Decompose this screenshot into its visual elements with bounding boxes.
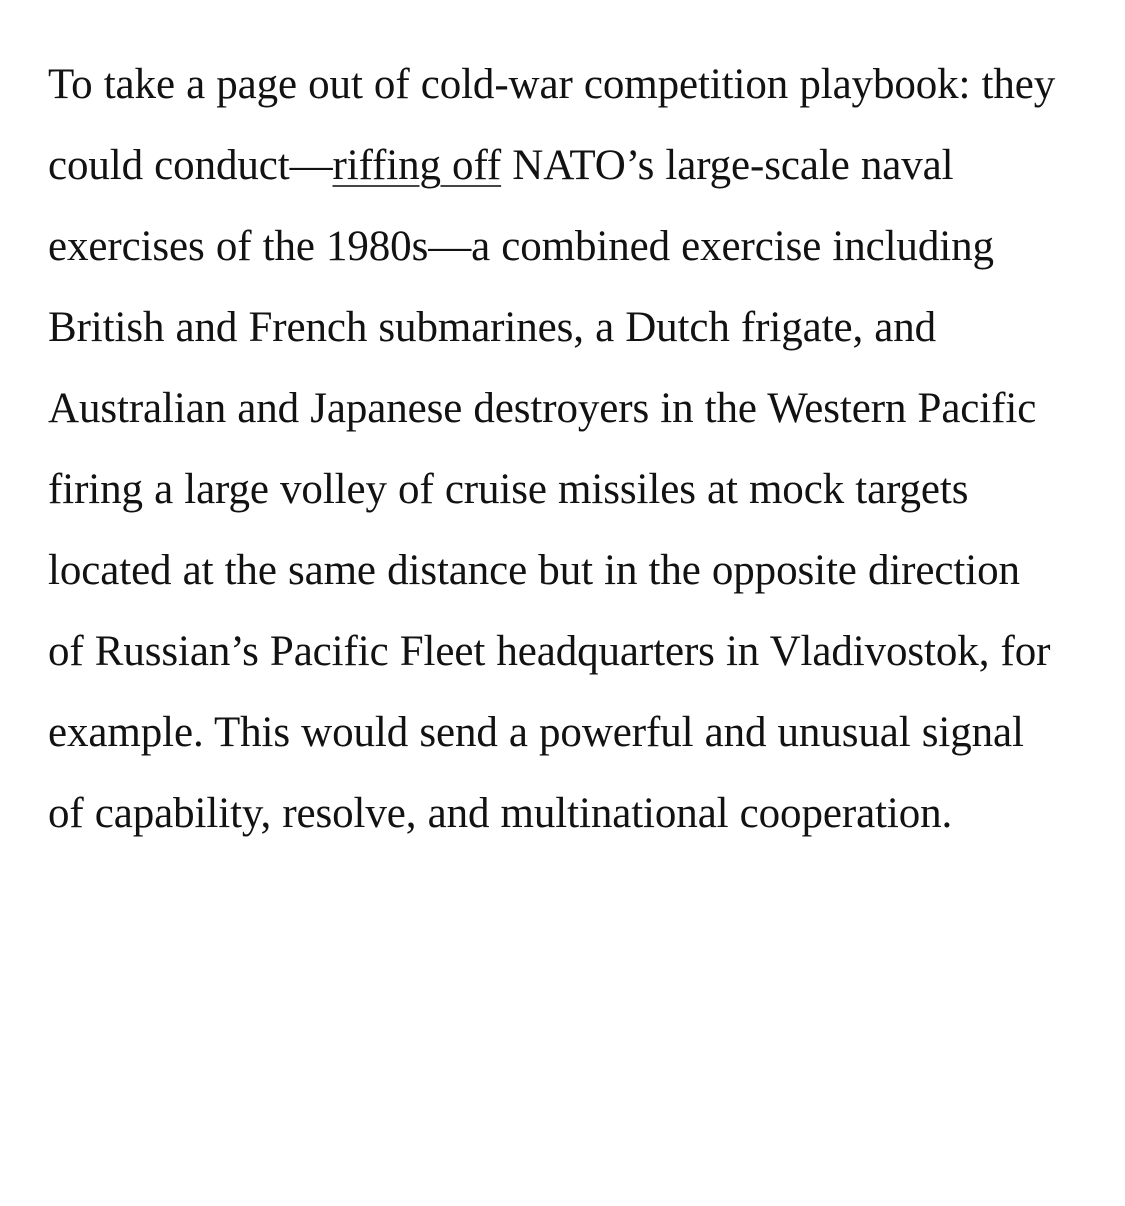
article-paragraph: [48, 44, 1065, 854]
riffing-off-link[interactable]: riffing off: [332, 142, 502, 189]
paragraph-text-after-link: NATO’s large-scale naval exercises of the 1980s—a combined exercise including British and French submarines, a Dutch frigate, and Australian and Japanese destroyers in the Western Pacific firing a large volley of cruise missiles at mock targets located at the same distance but in the opposite direction of Russian’s Pacific Fleet headquarters in Vladivostok, for example. This would send a powerful and unusual signal of capability, resolve, and multinational cooperation.: [48, 142, 1051, 837]
paragraph-text-before-link: To take a page out of cold-war competition playbook: they could conduct—: [48, 61, 1056, 189]
